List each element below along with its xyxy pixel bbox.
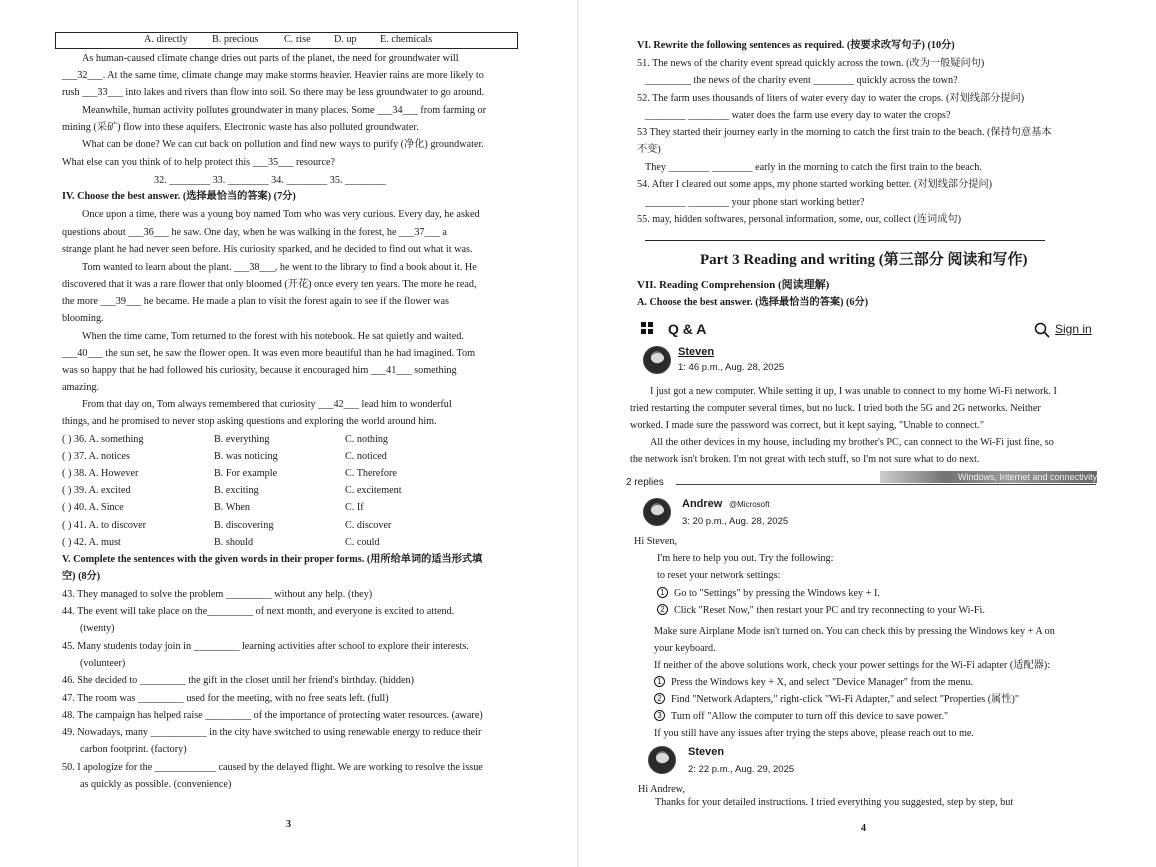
section-7-subheading: A. Choose the best answer. (选择最恰当的答案) (6分): [637, 297, 869, 308]
reply-line: your keyboard.: [654, 643, 716, 654]
sign-in-link[interactable]: Sign in: [1055, 322, 1092, 336]
passage-line: was so happy that he had followed his curiosity, because it encouraged him ___41___ something: [62, 365, 457, 376]
option-b: B. discovering: [214, 520, 274, 531]
step-item: [654, 676, 973, 689]
rewrite-answer: _________ the news of the charity event ________ quickly across the town?: [645, 75, 958, 86]
option-a: ( ) 38. A. However: [62, 468, 139, 479]
post-time: 1: 46 p.m., Aug. 28, 2025: [678, 362, 785, 373]
step-number-icon: 1: [654, 676, 665, 687]
option-c: C. excitement: [345, 485, 402, 496]
step-item: [657, 587, 880, 600]
post-tags: Windows, Internet and connectivity: [958, 472, 1098, 482]
post-author: Steven: [678, 346, 715, 358]
replies-count[interactable]: 2 replies: [626, 477, 664, 488]
answer-line: [645, 240, 1045, 241]
passage-line: As human-caused climate change dries out parts of the planet, the need for groundwater will: [82, 53, 459, 64]
forum-title: Q & A: [668, 321, 707, 337]
option-b: B. should: [214, 537, 254, 548]
word-bank-item: C. rise: [284, 34, 311, 45]
passage-line: questions about ___36___ he saw. One day, when he was walking in the forest, he ___37___ a: [62, 227, 447, 238]
apps-grid-icon: [641, 322, 653, 334]
reply-line: Make sure Airplane Mode isn't turned on. You can check this by pressing the Windows key + A on: [654, 626, 1055, 637]
search-icon[interactable]: [1034, 322, 1050, 338]
reply-line: Thanks for your detailed instructions. I tried everything you suggested, step by step, but: [655, 797, 1014, 808]
passage-line: rush ___33___ into lakes and rivers than flow into soil. So there may be less groundwater to go around.: [62, 87, 485, 98]
passage-line: What else can you think of to help protect this ___35___ resource?: [62, 157, 336, 168]
option-b: B. everything: [214, 434, 270, 445]
rewrite-item: 54. After I cleared out some apps, my phone started working better. (对划线部分提问): [637, 179, 993, 190]
passage-line: discovered that it was a rare flower that only bloomed (开花) once every ten years. The more he read,: [62, 279, 477, 290]
step-item: [654, 710, 948, 723]
passage-line: amazing.: [62, 382, 100, 393]
option-a: ( ) 40. A. Since: [62, 502, 124, 513]
fill-item: 48. The campaign has helped raise _________ of the importance of protecting water resources. (aware): [62, 710, 483, 721]
step-number-icon: 3: [654, 710, 665, 721]
reply-line: I'm here to help you out. Try the following:: [657, 553, 834, 564]
step-number-icon: 2: [654, 693, 665, 704]
passage-line: Once upon a time, there was a young boy named Tom who was very curious. Every day, he asked: [82, 209, 480, 220]
section-4-heading: IV. Choose the best answer. (选择最恰当的答案) (7分): [62, 191, 296, 202]
post-line: I just got a new computer. While setting it up, I was unable to connect to my home Wi-Fi network. I: [650, 386, 1057, 397]
rewrite-item: 55. may, hidden softwares, personal information, some, our, collect (连词成句): [637, 214, 962, 225]
page-number: 4: [861, 823, 866, 834]
word-bank-box: [55, 32, 518, 49]
passage-line: What can be done? We can cut back on pollution and find new ways to purify (净化) groundwater.: [82, 139, 484, 150]
option-c: C. could: [345, 537, 380, 548]
option-b: B. exciting: [214, 485, 259, 496]
option-a: ( ) 36. A. something: [62, 434, 144, 445]
step-number-icon: 1: [657, 587, 668, 598]
post-line: the network isn't broken. I'm not great with tech stuff, so I'm not sure what to do next.: [630, 454, 980, 465]
passage-line: Tom wanted to learn about the plant. ___38___, he went to the library to find a book about it. He: [82, 262, 477, 273]
option-b: B. When: [214, 502, 251, 513]
page-fold: [577, 0, 579, 867]
reply-author: Steven: [688, 746, 725, 758]
step-item: [657, 604, 985, 617]
option-a: ( ) 37. A. notices: [62, 451, 130, 462]
section-5-heading-cont: 空) (8分): [62, 571, 101, 582]
passage-line: things, and he promised to never stop asking questions and exploring the world around him.: [62, 416, 437, 427]
reply-time: 2: 22 p.m., Aug. 29, 2025: [688, 764, 795, 775]
option-a: ( ) 41. A. to discover: [62, 520, 147, 531]
option-a: ( ) 42. A. must: [62, 537, 121, 548]
rewrite-item: 53 They started their journey early in the morning to catch the first train to the beach. (保持句意基本: [637, 127, 1052, 138]
step-text: Go to "Settings" by pressing the Windows key + I.: [674, 588, 880, 599]
passage-line: ___40___ the sun set, he saw the flower open. It was even more beautiful than he had imagined. Tom: [62, 348, 476, 359]
word-bank-item: B. precious: [212, 34, 259, 45]
fill-item-hint: (volunteer): [80, 658, 126, 669]
rewrite-item: 52. The farm uses thousands of liters of water every day to water the crops. (对划线部分提问): [637, 93, 1025, 104]
fill-item: 47. The room was _________ used for the meeting, with no free seats left. (full): [62, 693, 389, 704]
rewrite-answer: ________ ________ water does the farm use every day to water the crops?: [645, 110, 951, 121]
fill-item: 45. Many students today join in _________ learning activities after school to explore their interests.: [62, 641, 469, 652]
rewrite-answer: ________ ________ your phone start working better?: [645, 197, 865, 208]
word-bank-item: E. chemicals: [380, 34, 433, 45]
passage-line: ___32___. At the same time, climate change may make storms heavier. Heavier rains are more likely to: [62, 70, 484, 81]
option-b: B. For example: [214, 468, 278, 479]
step-text: Turn off "Allow the computer to turn off this device to save power.": [671, 711, 949, 722]
passage-line: When the time came, Tom returned to the forest with his notebook. He sat quietly and waited.: [82, 331, 464, 342]
page-number: 3: [286, 819, 291, 830]
passage-line: From that day on, Tom always remembered that curiosity ___42___ lead him to wonderful: [82, 399, 452, 410]
answer-blanks: 32. ________ 33. ________ 34. ________ 35. ________: [154, 175, 386, 186]
reply-line: to reset your network settings:: [657, 570, 781, 581]
divider: [676, 484, 1096, 485]
option-c: C. nothing: [345, 434, 389, 445]
reply-author: Andrew: [682, 498, 723, 510]
fill-item: 50. I apologize for the ____________ caused by the delayed flight. We are working to resolve the issue: [62, 762, 483, 773]
passage-line: strange plant he had never seen before. His curiosity sparked, and he decided to find out what it was.: [62, 244, 473, 255]
fill-item: 43. They managed to solve the problem _________ without any help. (they): [62, 589, 373, 600]
fill-item: 49. Nowadays, many ___________ in the city have switched to using renewable energy to reduce their: [62, 727, 482, 738]
reply-greeting: Hi Andrew,: [638, 784, 685, 795]
avatar: [648, 746, 676, 774]
part-3-heading: Part 3 Reading and writing (第三部分 阅读和写作): [700, 252, 1028, 268]
step-text: Press the Windows key + X, and select "Device Manager" from the menu.: [671, 677, 974, 688]
fill-item: 44. The event will take place on the_________ of next month, and everyone is excited to attend.: [62, 606, 455, 617]
fill-item-hint: as quickly as possible. (convenience): [80, 779, 232, 790]
post-line: worked. I made sure the password was correct, but it kept saying, "Unable to connect.": [630, 420, 985, 431]
fill-item: 46. She decided to _________ the gift in the closet until her friend's birthday. (hidden): [62, 675, 415, 686]
section-6-heading: VI. Rewrite the following sentences as required. (按要求改写句子) (10分): [637, 40, 955, 51]
passage-line: blooming.: [62, 313, 104, 324]
rewrite-item-cont: 不变): [637, 144, 661, 155]
word-bank-item: D. up: [334, 34, 357, 45]
option-c: C. discover: [345, 520, 392, 531]
section-7-heading: VII. Reading Comprehension (阅读理解): [637, 279, 830, 291]
fill-item-hint: carbon footprint. (factory): [80, 744, 187, 755]
reply-line: If neither of the above solutions work, check your power settings for the Wi-Fi adapter (适配器):: [654, 660, 1051, 671]
fill-item-hint: (twenty): [80, 623, 115, 634]
word-bank-item: A. directly: [144, 34, 188, 45]
avatar: [643, 498, 671, 526]
passage-line: mining (采矿) flow into these aquifers. Electronic waste has also polluted groundwater.: [62, 122, 419, 133]
post-line: tried restarting the computer several times, but no luck. I tried both the 5G and 2G networks. Neither: [630, 403, 1041, 414]
reply-badge: @Microsoft: [729, 500, 770, 509]
passage-line: Meanwhile, human activity pollutes groundwater in many places. Some ___34___ from farming or: [82, 105, 487, 116]
step-number-icon: 2: [657, 604, 668, 615]
reply-closing: If you still have any issues after trying the steps above, please reach out to me.: [654, 728, 974, 739]
reply-time: 3: 20 p.m., Aug. 28, 2025: [682, 516, 789, 527]
rewrite-answer: They ________ ________ early in the morning to catch the first train to the beach.: [645, 162, 982, 173]
option-a: ( ) 39. A. excited: [62, 485, 131, 496]
step-item: [654, 693, 1019, 706]
option-c: C. noticed: [345, 451, 387, 462]
option-b: B. was noticing: [214, 451, 278, 462]
passage-line: the more ___39___ he became. He made a plan to visit the forest again to see if the flower was: [62, 296, 449, 307]
option-c: C. Therefore: [345, 468, 397, 479]
step-text: Click "Reset Now," then restart your PC and try reconnecting to your Wi-Fi.: [674, 605, 985, 616]
option-c: C. If: [345, 502, 364, 513]
avatar: [643, 346, 671, 374]
post-line: All the other devices in my house, including my brother's PC, can connect to the Wi-Fi just fine, so: [650, 437, 1054, 448]
step-text: Find "Network Adapters," right-click "Wi-Fi Adapter," and select "Properties (属性)": [671, 694, 1020, 705]
rewrite-item: 51. The news of the charity event spread quickly across the town. (改为一般疑问句): [637, 58, 985, 69]
section-5-heading: V. Complete the sentences with the given words in their proper forms. (用所给单词的适当形式填: [62, 554, 483, 565]
reply-greeting: Hi Steven,: [634, 536, 678, 547]
